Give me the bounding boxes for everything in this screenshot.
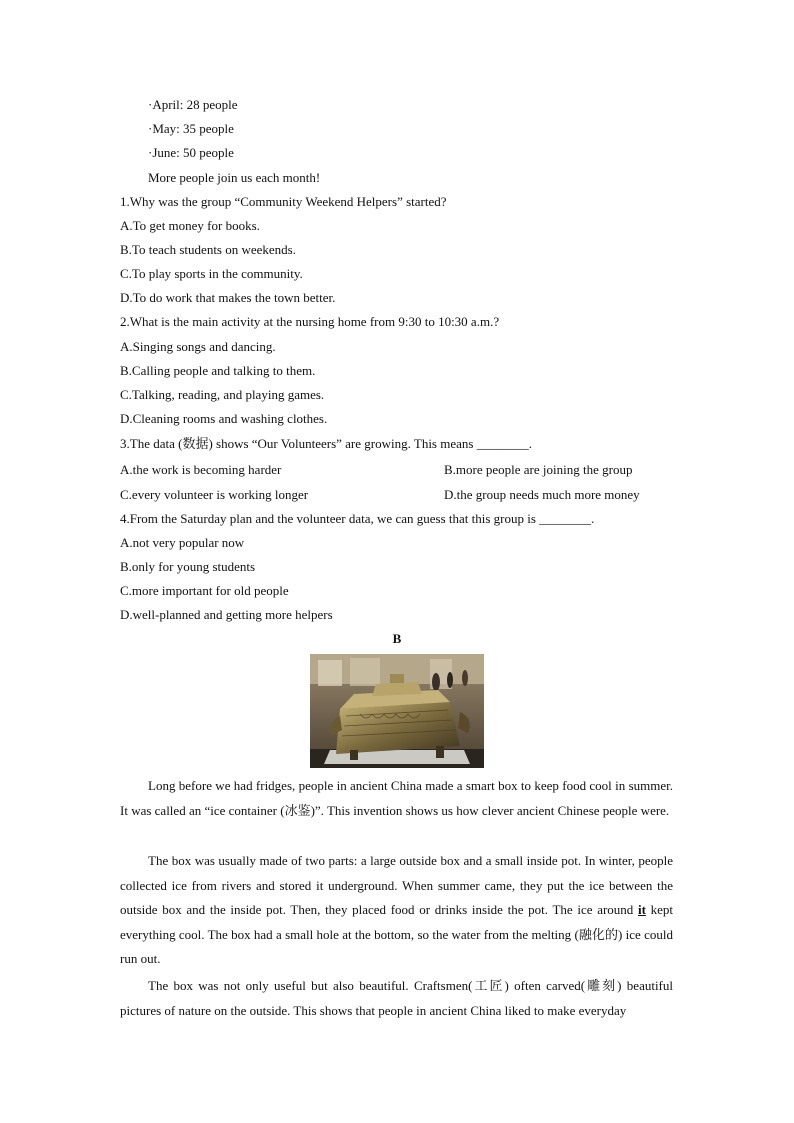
question-4-option-a: A.not very popular now [120,535,245,550]
question-2-option-a: A.Singing songs and dancing. [120,339,276,354]
question-3-option-b: B.more people are joining the group [444,462,633,477]
question-3-option-a: A.the work is becoming harder [120,462,282,477]
question-1-option-c: C.To play sports in the community. [120,266,303,281]
question-3-option-c: C.every volunteer is working longer [120,487,309,502]
question-2-option-b: B.Calling people and talking to them. [120,363,316,378]
passage-paragraph-1 [120,774,673,823]
question-4-option-d: D.well-planned and getting more helpers [120,607,333,622]
passage-paragraph-3 [120,974,673,1023]
passage-paragraph-2-text: The box was usually made of two parts: a large outside box and a small inside pot. In winter, people collected ice from rivers and stored it underground. When summer came, they put the ice between the outside box and the inside pot. Then, they placed food or drinks inside the pot. The ice around [120,853,673,917]
question-3-stem: 3.The data (数据) shows “Our Volunteers” are growing. This means ________. [120,436,532,451]
data-list-item: ·May: 35 people [148,121,234,136]
question-1-option-b: B.To teach students on weekends. [120,242,296,257]
section-b-heading: B [392,631,402,646]
question-1-option-a: A.To get money for books. [120,218,260,233]
passage-paragraph-2-text-end: kept everything cool. The box had a small hole at the bottom, so the water from the melting (融化的) ice could run out. [120,902,673,966]
data-list-item: ·June: 50 people [148,145,234,160]
passage-paragraph-1-text: Long before we had fridges, people in ancient China made a smart box to keep food cool in summer. It was called an “ice container (冰鉴)”. This invention shows us how clever ancient Chinese people were. [120,778,673,818]
question-4-option-b: B.only for young students [120,559,256,574]
question-3-option-d: D.the group needs much more money [444,487,640,502]
underlined-word: it [637,902,646,917]
question-2-stem: 2.What is the main activity at the nursing home from 9:30 to 10:30 a.m.? [120,314,500,329]
question-1-stem: 1.Why was the group “Community Weekend Helpers” started? [120,194,447,209]
question-4-option-c: C.more important for old people [120,583,289,598]
data-summary: More people join us each month! [148,170,321,185]
question-2-option-d: D.Cleaning rooms and washing clothes. [120,411,328,426]
question-1-option-d: D.To do work that makes the town better. [120,290,336,305]
passage-paragraph-3-text: The box was not only useful but also beautiful. Craftsmen(工匠) often carved(雕刻) beautiful pictures of nature on the outside. This shows that people in ancient China liked to make everyday [120,978,673,1018]
question-2-option-c: C.Talking, reading, and playing games. [120,387,325,402]
passage-paragraph-2 [120,849,673,972]
question-4-stem: 4.From the Saturday plan and the volunteer data, we can guess that this group is ________. [120,511,595,526]
data-list-item: ·April: 28 people [148,97,238,112]
ice-container-photo [310,654,484,768]
